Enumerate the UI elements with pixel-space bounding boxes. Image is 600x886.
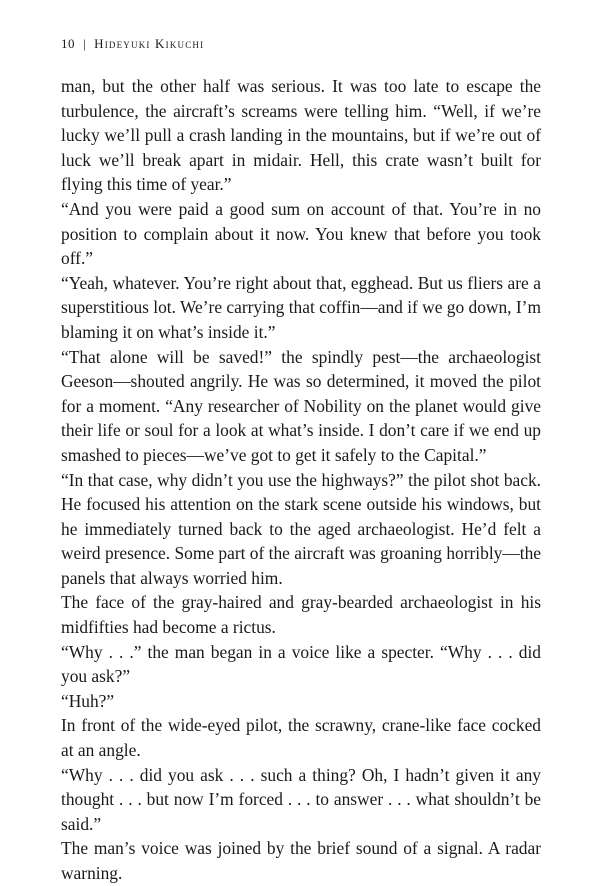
page-number: 10 — [61, 36, 75, 51]
paragraph: The face of the gray-haired and gray-bearded archaeologist in his midfifties had become a rictus. — [61, 592, 541, 638]
paragraph: “Huh?” — [61, 690, 115, 711]
header-separator: | — [83, 36, 87, 51]
paragraph: “In that case, why didn’t you use the highways?” the pilot shot back. He focused his attention on the stark scene outside his windows, but he immediately turned back to the aged archaeologist. He’d felt a weird presence. Some part of the aircraft was groaning horribly—the panels that always worried him. — [61, 469, 542, 588]
paragraph: “Why . . . did you ask . . . such a thing? Oh, I hadn’t given it any thought . . . but now I’m forced . . . to answer . . . what shouldn’t be said.” — [61, 764, 541, 834]
paragraph: The man’s voice was joined by the brief sound of a signal. A radar warning. — [61, 838, 541, 883]
author-name: Hideyuki Kikuchi — [94, 36, 205, 51]
paragraph: “Yeah, whatever. You’re right about that, egghead. But us fliers are a superstitious lot. We’re carrying that coffin—and if we go down, I’m blaming it on what’s inside it.” — [61, 272, 541, 342]
paragraph: man, but the other half was serious. It was too late to escape the turbulence, the aircraft’s screams were telling him. “Well, if we’re lucky we’ll pull a crash landing in the mountains, but if we’re out of luck we’ll break apart in midair. Hell, this crate wasn’t built for flying this time of year.” — [61, 76, 541, 195]
page-body-text — [61, 74, 541, 886]
paragraph: “Why . . .” the man began in a voice like a specter. “Why . . . did you ask?” — [61, 641, 541, 687]
running-head — [61, 36, 204, 52]
paragraph: In front of the wide-eyed pilot, the scrawny, crane-like face cocked at an angle. — [61, 715, 541, 761]
paragraph: “And you were paid a good sum on account of that. You’re in no position to complain about it now. You knew that before you took off.” — [61, 198, 541, 269]
paragraph: “That alone will be saved!” the spindly pest—the archaeologist Geeson—shouted angrily. He was so determined, it moved the pilot for a moment. “Any researcher of Nobility on the planet would give their life or soul for a look at what’s inside. I don’t care if we end up smashed to pieces—we’ve got to get it safely to the Capital.” — [61, 346, 541, 465]
